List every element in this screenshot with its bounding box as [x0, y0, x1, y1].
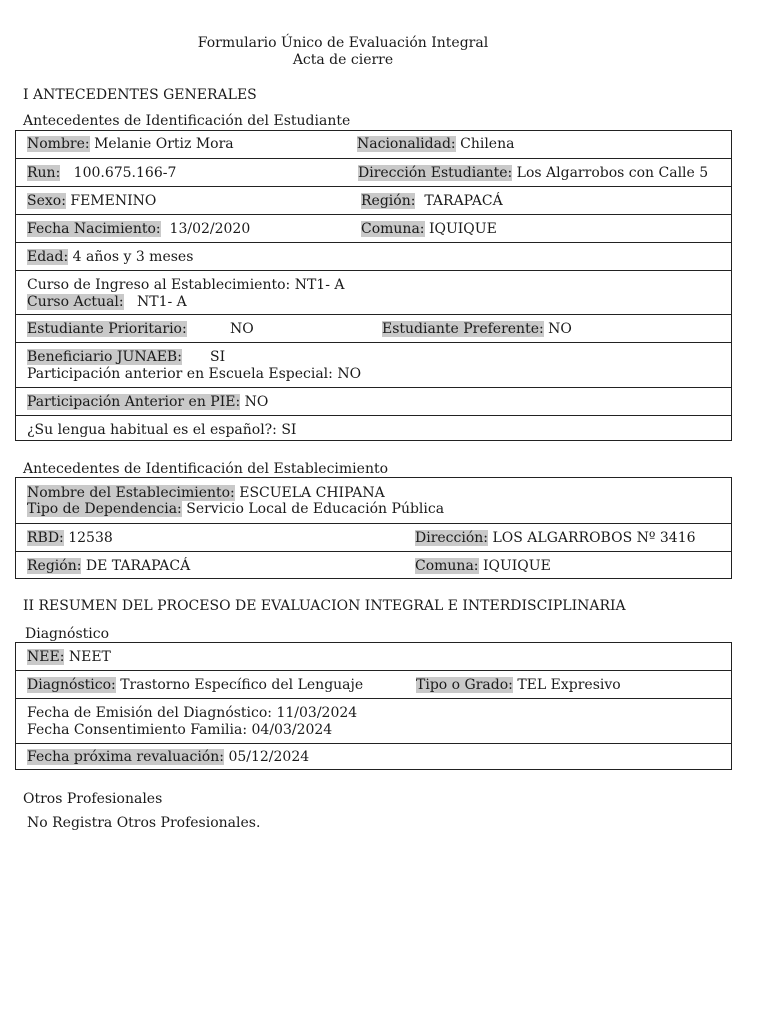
student-table	[15, 130, 732, 441]
school-region-label: Región:	[27, 558, 82, 574]
school-comuna-value: IQUIQUE	[482, 558, 551, 574]
table-row	[16, 478, 731, 523]
comuna-value: IQUIQUE	[428, 221, 497, 237]
direccion-estudiante-value: Los Algarrobos con Calle 5	[516, 165, 709, 181]
dependencia-value: Servicio Local de Educación Pública	[186, 501, 445, 517]
fecha-emision: Fecha de Emisión del Diagnóstico: 11/03/2024	[27, 705, 358, 721]
student-block-title: Antecedentes de Identificación del Estudiante	[23, 113, 351, 129]
comuna-label: Comuna:	[361, 221, 425, 237]
table-row	[16, 158, 731, 186]
edad-value: 4 años y 3 meses	[72, 249, 194, 265]
lengua-habitual: ¿Su lengua habitual es el español?: SI	[27, 422, 297, 438]
school-region-value: DE TARAPACÁ	[85, 558, 191, 574]
direccion-value: LOS ALGARROBOS Nº 3416	[492, 530, 696, 546]
region-label: Región:	[361, 193, 416, 209]
fecha-nacimiento-value: 13/02/2020	[169, 221, 251, 237]
prioritario-label: Estudiante Prioritario:	[27, 321, 187, 337]
nee-label: NEE:	[27, 649, 65, 665]
region-value: TARAPACÁ	[424, 193, 503, 209]
table-row	[16, 670, 731, 698]
nacionalidad-value: Chilena	[460, 136, 515, 152]
curso-actual-label: Curso Actual:	[27, 294, 124, 310]
nee-value: NEET	[68, 649, 111, 665]
preferente-label: Estudiante Preferente:	[382, 321, 544, 337]
table-row	[16, 270, 731, 314]
table-row	[16, 643, 731, 670]
nacionalidad-label: Nacionalidad:	[357, 136, 456, 152]
diag-block-title: Diagnóstico	[25, 626, 110, 642]
school-table	[15, 477, 732, 579]
table-row	[16, 314, 731, 342]
table-row	[16, 743, 731, 769]
diagnostico-value: Trastorno Específico del Lenguaje	[120, 677, 364, 693]
table-row	[16, 342, 731, 387]
otros-profesionales-title: Otros Profesionales	[23, 791, 163, 807]
dependencia-label: Tipo de Dependencia:	[27, 501, 182, 517]
escuela-especial: Participación anterior en Escuela Especial: NO	[27, 366, 362, 382]
table-row	[16, 242, 731, 270]
tipo-grado-label: Tipo o Grado:	[416, 677, 513, 693]
run-label: Run:	[27, 165, 61, 181]
fecha-nacimiento-label: Fecha Nacimiento:	[27, 221, 161, 237]
rbd-value: 12538	[68, 530, 113, 546]
table-row	[16, 131, 731, 158]
curso-actual-value: NT1- A	[136, 294, 187, 310]
sexo-label: Sexo:	[27, 193, 66, 209]
junaeb-value: SI	[210, 349, 226, 365]
establecimiento-value: ESCUELA CHIPANA	[239, 485, 385, 501]
junaeb-label: Beneficiario JUNAEB:	[27, 349, 182, 365]
proxima-revaluacion-value: 05/12/2024	[228, 749, 310, 765]
otros-profesionales-text: No Registra Otros Profesionales.	[27, 815, 261, 831]
table-row	[16, 523, 731, 551]
prioritario-value: NO	[230, 321, 254, 337]
proxima-revaluacion-label: Fecha próxima revaluación:	[27, 749, 224, 765]
establecimiento-label: Nombre del Establecimiento:	[27, 485, 235, 501]
table-row	[16, 214, 731, 242]
preferente-value: NO	[548, 321, 572, 337]
run-value: 100.675.166-7	[73, 165, 177, 181]
table-row	[16, 387, 731, 415]
form-title: Formulario Único de Evaluación Integral	[197, 35, 489, 51]
rbd-label: RBD:	[27, 530, 64, 546]
direccion-label: Dirección:	[415, 530, 489, 546]
form-subtitle: Acta de cierre	[292, 52, 394, 68]
direccion-estudiante-label: Dirección Estudiante:	[358, 165, 513, 181]
diagnostico-label: Diagnóstico:	[27, 677, 116, 693]
table-row	[16, 551, 731, 578]
edad-label: Edad:	[27, 249, 69, 265]
section-1-heading: I ANTECEDENTES GENERALES	[23, 87, 257, 103]
nombre-label: Nombre:	[27, 136, 90, 152]
nombre-value: Melanie Ortiz Mora	[94, 136, 234, 152]
tipo-grado-value: TEL Expresivo	[517, 677, 621, 693]
pie-value: NO	[244, 394, 269, 410]
school-comuna-label: Comuna:	[415, 558, 479, 574]
sexo-value: FEMENINO	[70, 193, 157, 209]
diagnostico-table	[15, 642, 732, 770]
curso-ingreso: Curso de Ingreso al Establecimiento: NT1- A	[27, 277, 345, 293]
table-row	[16, 698, 731, 743]
table-row	[16, 186, 731, 214]
section-2-heading: II RESUMEN DEL PROCESO DE EVALUACION INTEGRAL E INTERDISCIPLINARIA	[23, 598, 626, 614]
pie-label: Participación Anterior en PIE:	[27, 394, 241, 410]
fecha-consentimiento: Fecha Consentimiento Familia: 04/03/2024	[27, 722, 333, 738]
table-row	[16, 415, 731, 442]
school-block-title: Antecedentes de Identificación del Establecimiento	[23, 461, 389, 477]
